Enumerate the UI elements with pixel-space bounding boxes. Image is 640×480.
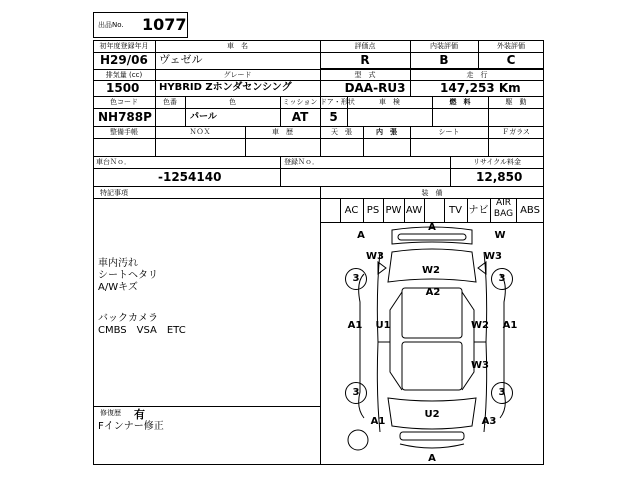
label-drive: 駆 動 xyxy=(505,98,527,106)
damage-front-a-left: A xyxy=(357,230,365,241)
label-car-name: 車 名 xyxy=(227,42,248,50)
equipment-airbag: AIR BAG xyxy=(493,198,514,219)
repair-note: Fインナー修正 xyxy=(98,421,164,432)
damage-front-w: W xyxy=(494,230,506,241)
label-mileage: 走 行 xyxy=(466,71,488,79)
value-car-name: ヴェゼル xyxy=(159,53,203,66)
label-sunroof: 天 張 xyxy=(331,128,352,136)
label-door-shape: ドア・形状 xyxy=(320,98,355,106)
wheel-front-right: 3 xyxy=(491,268,513,290)
value-model: DAA-RU3 xyxy=(344,81,406,95)
label-color-code: 色コード xyxy=(110,98,138,106)
equipment-navi: ナビ xyxy=(468,205,489,216)
equipment-ac: AC xyxy=(344,205,359,216)
value-ext-score: C xyxy=(506,53,516,67)
equipment-abs: ABS xyxy=(520,205,540,216)
wheel-rear-left: 3 xyxy=(345,382,367,404)
label-equipment: 装 備 xyxy=(421,189,443,197)
label-reg-no: 登録Ｎｏ． xyxy=(284,158,319,166)
label-nox: ＮＯＸ xyxy=(189,128,211,136)
value-recycle: 12,850 xyxy=(476,170,523,184)
damage-u2: U2 xyxy=(424,409,440,420)
label-seat: シート xyxy=(438,128,460,136)
value-int-score: B xyxy=(439,53,449,67)
value-repair-history: 有 xyxy=(134,408,145,421)
label-inspection: 車 検 xyxy=(379,98,400,106)
value-first-reg: H29/06 xyxy=(100,53,148,67)
label-maintenance: 整備手帳 xyxy=(110,128,138,136)
damage-a1-left: A1 xyxy=(347,320,363,331)
damage-rear-a: A xyxy=(428,453,436,464)
value-displacement: 1500 xyxy=(106,81,140,95)
wheel-rear-right: 3 xyxy=(491,382,513,404)
value-color: パール xyxy=(190,112,217,122)
label-ext-score: 外装評価 xyxy=(497,42,525,50)
equipment-pw: PW xyxy=(385,205,402,216)
label-score: 評価点 xyxy=(354,42,376,50)
remark-line: CMBS VSA ETC xyxy=(98,325,186,336)
lot-number-box xyxy=(93,12,188,38)
lot-label: 出品No. xyxy=(98,21,124,29)
equipment-aw: AW xyxy=(405,205,423,216)
label-recycle: リサイクル料金 xyxy=(472,158,522,166)
remark-line: 車内汚れ xyxy=(98,258,138,269)
damage-front-a-center: A xyxy=(428,222,436,233)
damage-w2: W2 xyxy=(422,265,440,276)
value-score: R xyxy=(360,53,370,67)
label-history: 車 歴 xyxy=(272,128,293,136)
damage-w3-right-mid: W3 xyxy=(471,360,489,371)
label-f-glass: Ｆガラス xyxy=(502,128,530,136)
remark-line: シートヘタリ xyxy=(98,270,158,281)
remark-line: A/Wキズ xyxy=(98,282,138,293)
label-chassis: 車台Ｎｏ． xyxy=(96,158,131,166)
damage-w3-left-top: W3 xyxy=(366,251,384,262)
label-int-score: 内装評価 xyxy=(430,42,458,50)
label-displacement: 排気量 (cc) xyxy=(105,71,143,79)
label-model: 型 式 xyxy=(354,71,376,79)
label-grade: グレード xyxy=(223,71,252,79)
value-chassis: -1254140 xyxy=(158,170,222,184)
damage-a2: A2 xyxy=(425,287,441,298)
remark-line: バックカメラ xyxy=(98,313,158,324)
label-fuel: 燃 料 xyxy=(449,98,471,106)
label-first-reg: 初年度登録年月 xyxy=(99,42,149,50)
damage-w3-right-top: W3 xyxy=(484,251,502,262)
label-interior: 内 張 xyxy=(376,128,397,136)
equipment-ps: PS xyxy=(366,205,380,216)
label-remarks: 特記事項 xyxy=(100,189,128,197)
lot-number: 1077 xyxy=(142,15,187,34)
value-grade: HYBRID Zホンダセンシング xyxy=(159,82,292,93)
value-transmission: AT xyxy=(291,110,309,124)
label-color: 色 xyxy=(229,98,236,106)
wheel-front-left: 3 xyxy=(345,268,367,290)
car-damage-diagram xyxy=(320,222,544,465)
label-repair-history: 修復歴 xyxy=(100,409,121,417)
equipment-row xyxy=(320,198,544,222)
label-color-no: 色番 xyxy=(163,98,177,106)
damage-a1-rear-left: A1 xyxy=(370,416,386,427)
damage-w2-right: W2 xyxy=(471,320,489,331)
damage-a1-right: A1 xyxy=(502,320,518,331)
damage-u1: U1 xyxy=(375,320,391,331)
value-door-shape: 5 xyxy=(329,110,338,124)
value-mileage: 147,253 Km xyxy=(440,81,521,95)
equipment-tv: TV xyxy=(449,205,462,216)
value-color-code: NH788P xyxy=(98,110,152,124)
damage-a3-rear-right: A3 xyxy=(481,416,497,427)
label-transmission: ミッション xyxy=(282,98,318,106)
